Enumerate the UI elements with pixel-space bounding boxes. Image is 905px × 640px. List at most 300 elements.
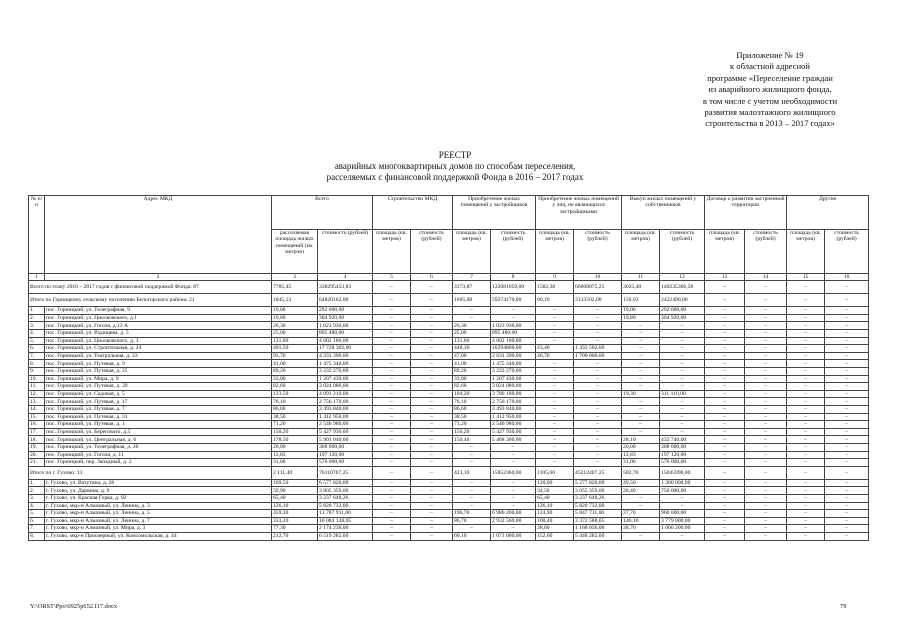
row-value: –: [373, 383, 411, 391]
row-value: 1 168 036,00: [574, 525, 622, 533]
row-value: –: [705, 390, 745, 398]
row-value: –: [536, 421, 574, 429]
row-value: 37,70: [622, 510, 660, 518]
table-row: [29, 479, 869, 487]
row-value: 65,40: [536, 494, 574, 502]
row-value: –: [705, 360, 745, 368]
row-address: пос. Горницкий, ул. Гоголя, д. 11: [45, 451, 272, 459]
row-value: 131,60: [272, 337, 318, 345]
row-value: 5 468 300,00: [491, 436, 536, 444]
row-value: –: [705, 281, 745, 294]
row-value: –: [705, 413, 745, 421]
row-value: –: [411, 337, 453, 345]
row-value: –: [411, 352, 453, 360]
table-row: [29, 428, 869, 436]
row-value: 338295453,83: [318, 281, 373, 294]
summary-row: [29, 466, 869, 479]
row-value: 423,10: [453, 466, 491, 479]
row-value: 15852360,00: [491, 466, 536, 479]
row-value: –: [825, 436, 869, 444]
row-value: –: [373, 352, 411, 360]
row-value: –: [787, 436, 825, 444]
row-address: пос. Горницкий, ул. Путевая, д. 39: [45, 383, 272, 391]
row-value: 3 024 080,00: [318, 383, 373, 391]
row-value: 178,50: [272, 436, 318, 444]
row-address: г. Гухово, мкр-н Алмазный, ул. Ленина, д. 3: [45, 502, 272, 510]
row-value: 19,30: [622, 390, 660, 398]
row-value: –: [373, 390, 411, 398]
row-value: –: [825, 421, 869, 429]
table-row: [29, 487, 869, 495]
row-value: –: [660, 330, 705, 338]
row-value: 3 805 359,00: [318, 487, 373, 495]
summary-row: [29, 281, 869, 294]
row-value: –: [411, 436, 453, 444]
row-value: –: [536, 383, 574, 391]
row-value: 86,60: [453, 406, 491, 414]
page-number: 79: [840, 603, 847, 610]
row-value: 132081059,00: [491, 281, 536, 294]
row-value: 38,50: [272, 413, 318, 421]
row-value: –: [787, 330, 825, 338]
row-value: 124,90: [536, 510, 574, 518]
row-value: –: [745, 307, 787, 315]
row-value: 2 756 170,00: [318, 398, 373, 406]
row-value: –: [373, 494, 411, 502]
row-value: 6 577 820,00: [318, 479, 373, 487]
table-row: [29, 368, 869, 376]
row-value: –: [536, 307, 574, 315]
row-value: –: [622, 360, 660, 368]
row-value: 1 475 340,00: [318, 360, 373, 368]
row-value: 86,70: [453, 517, 491, 525]
row-value: –: [705, 428, 745, 436]
row-value: –: [825, 322, 869, 330]
table-row: [29, 413, 869, 421]
row-value: –: [536, 413, 574, 421]
row-value: –: [705, 459, 745, 467]
row-value: 1 071 000,00: [491, 532, 536, 540]
row-value: 311 110,00: [660, 390, 705, 398]
row-value: –: [787, 510, 825, 518]
row-value: 1 207 430,00: [318, 375, 373, 383]
row-value: 90,10: [536, 294, 574, 307]
row-value: 25,00: [453, 330, 491, 338]
row-value: –: [825, 466, 869, 479]
row-value: –: [660, 413, 705, 421]
row-value: –: [491, 479, 536, 487]
row-value: 3133502,00: [574, 294, 622, 307]
row-value: 28,40: [622, 487, 660, 495]
row-value: –: [411, 413, 453, 421]
row-address: пос. Горницкий, ул. Путевая, д. 17: [45, 398, 272, 406]
row-value: –: [745, 494, 787, 502]
row-value: –: [745, 352, 787, 360]
row-value: 26,30: [272, 322, 318, 330]
row-value: –: [787, 525, 825, 533]
row-value: 1582,38: [536, 281, 574, 294]
row-value: 5 277 820,00: [574, 479, 622, 487]
row-value: 5 427 930,00: [318, 428, 373, 436]
column-number: 14: [745, 274, 787, 281]
column-numbers-row: [29, 274, 869, 281]
row-value: –: [373, 487, 411, 495]
row-value: –: [373, 421, 411, 429]
row-value: 3 024 080,00: [491, 383, 536, 391]
row-value: 2 111,40: [272, 466, 318, 479]
row-value: –: [787, 443, 825, 451]
row-value: –: [574, 421, 622, 429]
header-total-area: расселяемая площадь жилых помещений (кв. метров): [272, 230, 318, 274]
row-value: 126,10: [536, 502, 574, 510]
row-value: –: [622, 406, 660, 414]
header-buyout: Выкуп жилых помещений у собственников: [622, 196, 705, 230]
row-value: 38,70: [622, 525, 660, 533]
row-value: 43,40: [536, 345, 574, 353]
row-value: 308 000,00: [318, 443, 373, 451]
table-row: [29, 375, 869, 383]
row-value: –: [491, 459, 536, 467]
header-area: площадь (кв. метров): [373, 230, 411, 274]
row-value: 1 023 930,00: [318, 322, 373, 330]
row-value: 2 631 390,00: [491, 352, 536, 360]
row-value: –: [411, 375, 453, 383]
row-value: 20,00: [272, 443, 318, 451]
row-value: 64820162,00: [318, 294, 373, 307]
row-number: 6.: [29, 345, 45, 353]
row-value: 576 000,00: [318, 459, 373, 467]
row-value: 491,50: [272, 345, 318, 353]
row-value: 26,30: [453, 322, 491, 330]
row-value: –: [622, 502, 660, 510]
row-value: –: [622, 532, 660, 540]
row-value: –: [660, 398, 705, 406]
row-value: –: [491, 525, 536, 533]
row-address: пос. Горницкий, ул. Центральная, д. 6: [45, 436, 272, 444]
row-value: 1 433 502,00: [574, 345, 622, 353]
appendix-line: к областной адресной: [730, 61, 810, 72]
row-value: 12,83: [622, 451, 660, 459]
row-value: 131,60: [453, 337, 491, 345]
row-value: –: [373, 337, 411, 345]
row-value: –: [825, 314, 869, 322]
row-value: 60,10: [453, 532, 491, 540]
row-value: –: [787, 494, 825, 502]
row-value: –: [536, 337, 574, 345]
row-value: –: [745, 360, 787, 368]
row-value: –: [373, 330, 411, 338]
row-value: –: [705, 487, 745, 495]
row-value: –: [574, 337, 622, 345]
title-subline: аварийных многоквартирных домов по способам переселения,: [334, 161, 576, 171]
row-value: 10 084 148,05: [318, 517, 373, 525]
row-value: –: [705, 406, 745, 414]
row-value: 576 000,00: [660, 459, 705, 467]
row-value: 31,00: [272, 459, 318, 467]
row-value: –: [411, 502, 453, 510]
row-value: 150,20: [453, 428, 491, 436]
row-value: –: [622, 375, 660, 383]
row-value: –: [787, 360, 825, 368]
row-value: –: [660, 421, 705, 429]
row-value: –: [536, 459, 574, 467]
header-total: Всего: [272, 196, 373, 230]
row-number: 4.: [29, 330, 45, 338]
row-value: –: [825, 459, 869, 467]
row-value: –: [745, 383, 787, 391]
row-value: –: [574, 413, 622, 421]
column-number: 3: [272, 274, 318, 281]
row-value: –: [536, 406, 574, 414]
table-row: [29, 314, 869, 322]
row-value: –: [705, 294, 745, 307]
row-value: –: [745, 281, 787, 294]
column-number: 15: [787, 274, 825, 281]
row-value: 2 174 236,00: [318, 525, 373, 533]
row-value: –: [787, 368, 825, 376]
row-number: 2.: [29, 487, 45, 495]
row-address: пос. Горницкий, ул. Садовая, д. 5: [45, 390, 272, 398]
row-value: –: [373, 525, 411, 533]
row-value: 33,00: [453, 375, 491, 383]
table-row: [29, 494, 869, 502]
row-value: –: [574, 383, 622, 391]
row-value: 33,00: [272, 375, 318, 383]
row-value: –: [705, 532, 745, 540]
row-value: 41,00: [453, 360, 491, 368]
row-value: –: [536, 322, 574, 330]
row-value: –: [411, 466, 453, 479]
row-value: –: [745, 421, 787, 429]
row-value: 38,50: [453, 413, 491, 421]
row-number: 6.: [29, 517, 45, 525]
row-address: пос. Горницкий, ул. Путевая, д. 9: [45, 360, 272, 368]
row-value: –: [787, 487, 825, 495]
row-value: 12,83: [272, 451, 318, 459]
row-value: –: [574, 314, 622, 322]
row-value: 71,20: [272, 421, 318, 429]
row-value: 89,20: [272, 368, 318, 376]
row-value: –: [660, 360, 705, 368]
row-value: –: [745, 487, 787, 495]
row-address: пос. Горницкий, ул. Путевая, д. 1: [45, 421, 272, 429]
row-value: –: [491, 494, 536, 502]
row-value: –: [787, 281, 825, 294]
row-value: –: [622, 398, 660, 406]
row-value: 292 600,00: [660, 307, 705, 315]
row-value: –: [787, 375, 825, 383]
row-value: 1 300 000,00: [660, 479, 705, 487]
row-value: –: [705, 375, 745, 383]
row-value: –: [622, 383, 660, 391]
row-value: –: [411, 307, 453, 315]
row-value: 2 756 170,00: [491, 398, 536, 406]
row-value: 2 546 980,00: [318, 421, 373, 429]
row-value: 123,50: [272, 390, 318, 398]
row-value: –: [660, 322, 705, 330]
header-cost: стоимость (рублей): [745, 230, 787, 274]
row-value: 76110767,25: [318, 466, 373, 479]
row-value: 304 920,00: [318, 314, 373, 322]
row-value: –: [787, 307, 825, 315]
row-value: –: [745, 390, 787, 398]
table-row: [29, 330, 869, 338]
row-value: –: [411, 390, 453, 398]
column-number: 4: [318, 274, 373, 281]
row-value: –: [373, 322, 411, 330]
row-value: 150,03: [622, 294, 660, 307]
row-value: –: [825, 390, 869, 398]
row-value: 5 448 282,00: [574, 532, 622, 540]
row-value: 3 237 648,26: [318, 494, 373, 502]
table-row: [29, 443, 869, 451]
row-value: –: [745, 479, 787, 487]
row-address: пос. Горницкий, ул. Берегового, д.5: [45, 428, 272, 436]
row-value: 65,40: [272, 494, 318, 502]
row-value: 28,10: [622, 436, 660, 444]
row-value: –: [622, 345, 660, 353]
row-number: 5.: [29, 510, 45, 518]
row-value: –: [491, 314, 536, 322]
row-value: 1 700 000,00: [574, 352, 622, 360]
column-number: 6: [411, 274, 453, 281]
row-value: –: [453, 451, 491, 459]
row-value: –: [660, 337, 705, 345]
row-value: –: [660, 383, 705, 391]
row-value: –: [705, 451, 745, 459]
row-value: –: [660, 368, 705, 376]
header-other: Другие: [787, 196, 869, 230]
row-value: –: [536, 443, 574, 451]
header-cost: стоимость (рублей): [825, 230, 869, 274]
row-value: 1 207 430,00: [491, 375, 536, 383]
row-value: 333,20: [272, 517, 318, 525]
header-cost: стоимость (рублей): [491, 230, 536, 274]
row-value: 3025,40: [622, 281, 660, 294]
row-value: –: [745, 330, 787, 338]
header-cost: стоимость (рублей): [411, 230, 453, 274]
column-number: 11: [622, 274, 660, 281]
row-value: –: [622, 368, 660, 376]
row-value: –: [373, 314, 411, 322]
row-value: –: [660, 352, 705, 360]
row-value: –: [787, 314, 825, 322]
row-value: –: [787, 390, 825, 398]
row-address: пос. Горницкий, ул. Путевая, д. 7: [45, 406, 272, 414]
row-address: пос. Горницкий, ул. Мира, д. 9: [45, 375, 272, 383]
row-number: 11.: [29, 383, 45, 391]
row-value: 152,60: [536, 532, 574, 540]
row-value: –: [787, 413, 825, 421]
table-row: [29, 337, 869, 345]
row-value: 15045990,00: [660, 466, 705, 479]
row-number: 1.: [29, 479, 45, 487]
row-value: –: [622, 421, 660, 429]
row-value: 3 237 648,26: [574, 494, 622, 502]
row-value: 126,10: [272, 502, 318, 510]
row-value: –: [411, 510, 453, 518]
row-value: 1 412 950,00: [491, 413, 536, 421]
row-value: –: [411, 525, 453, 533]
row-value: –: [705, 525, 745, 533]
column-number: 8: [491, 274, 536, 281]
row-value: –: [787, 322, 825, 330]
row-value: 5 820 732,00: [318, 502, 373, 510]
column-number: 10: [574, 274, 622, 281]
row-value: 750 000,00: [660, 487, 705, 495]
header-area: площадь (кв. метров): [453, 230, 491, 274]
row-value: –: [745, 322, 787, 330]
row-address: пос. Горницкий, ул. Театральная, д. 33: [45, 352, 272, 360]
row-value: 17 728 302,00: [318, 345, 373, 353]
row-number: 7.: [29, 352, 45, 360]
row-value: –: [411, 281, 453, 294]
row-value: 6 519 282,00: [318, 532, 373, 540]
appendix-line: строительства в 2013 – 2017 годах»: [705, 118, 835, 129]
row-value: –: [373, 281, 411, 294]
row-value: –: [825, 502, 869, 510]
row-value: 3 233 270,00: [491, 368, 536, 376]
header-acquisition-developers: Приобретение жилых помещений у застройщиков: [453, 196, 536, 230]
row-value: –: [453, 314, 491, 322]
row-value: –: [787, 451, 825, 459]
summary-row: [29, 294, 869, 307]
row-value: –: [491, 307, 536, 315]
row-value: 76,10: [272, 398, 318, 406]
row-value: 212,70: [272, 532, 318, 540]
row-value: 19,80: [622, 314, 660, 322]
row-value: 895 480,00: [318, 330, 373, 338]
row-value: –: [373, 398, 411, 406]
row-value: –: [787, 345, 825, 353]
row-value: –: [787, 532, 825, 540]
row-value: –: [825, 281, 869, 294]
row-value: –: [705, 352, 745, 360]
row-value: 49,50: [622, 479, 660, 487]
row-value: –: [536, 436, 574, 444]
row-value: –: [536, 314, 574, 322]
row-value: –: [825, 451, 869, 459]
row-value: –: [574, 443, 622, 451]
row-value: –: [705, 443, 745, 451]
row-value: –: [574, 390, 622, 398]
document-title: [260, 150, 650, 183]
row-value: –: [622, 322, 660, 330]
row-value: –: [536, 428, 574, 436]
row-value: –: [705, 398, 745, 406]
row-number: 15.: [29, 413, 45, 421]
row-value: 3 780 100,00: [491, 390, 536, 398]
row-value: 197 120,00: [318, 451, 373, 459]
row-value: –: [536, 390, 574, 398]
row-value: 4 091 210,00: [318, 390, 373, 398]
row-value: –: [705, 517, 745, 525]
row-value: 960 000,00: [660, 510, 705, 518]
row-value: –: [705, 466, 745, 479]
row-value: –: [536, 360, 574, 368]
row-value: –: [411, 494, 453, 502]
row-value: 59,90: [272, 487, 318, 495]
row-address: пос. Горницкий, ул. Строительная, д. 24: [45, 345, 272, 353]
row-number: 13.: [29, 398, 45, 406]
row-value: –: [745, 398, 787, 406]
row-address: г. Гухово, ул. Ватутина, д. 28: [45, 479, 272, 487]
summary-label: Всего по этапу 2016 – 2017 годов с финансовой поддержкой Фонда: 87: [29, 281, 272, 294]
row-address: г. Гухово, мкр-н Алмазный, ул. Мира, д. 3: [45, 525, 272, 533]
row-value: –: [411, 345, 453, 353]
row-value: –: [825, 360, 869, 368]
row-value: –: [373, 510, 411, 518]
